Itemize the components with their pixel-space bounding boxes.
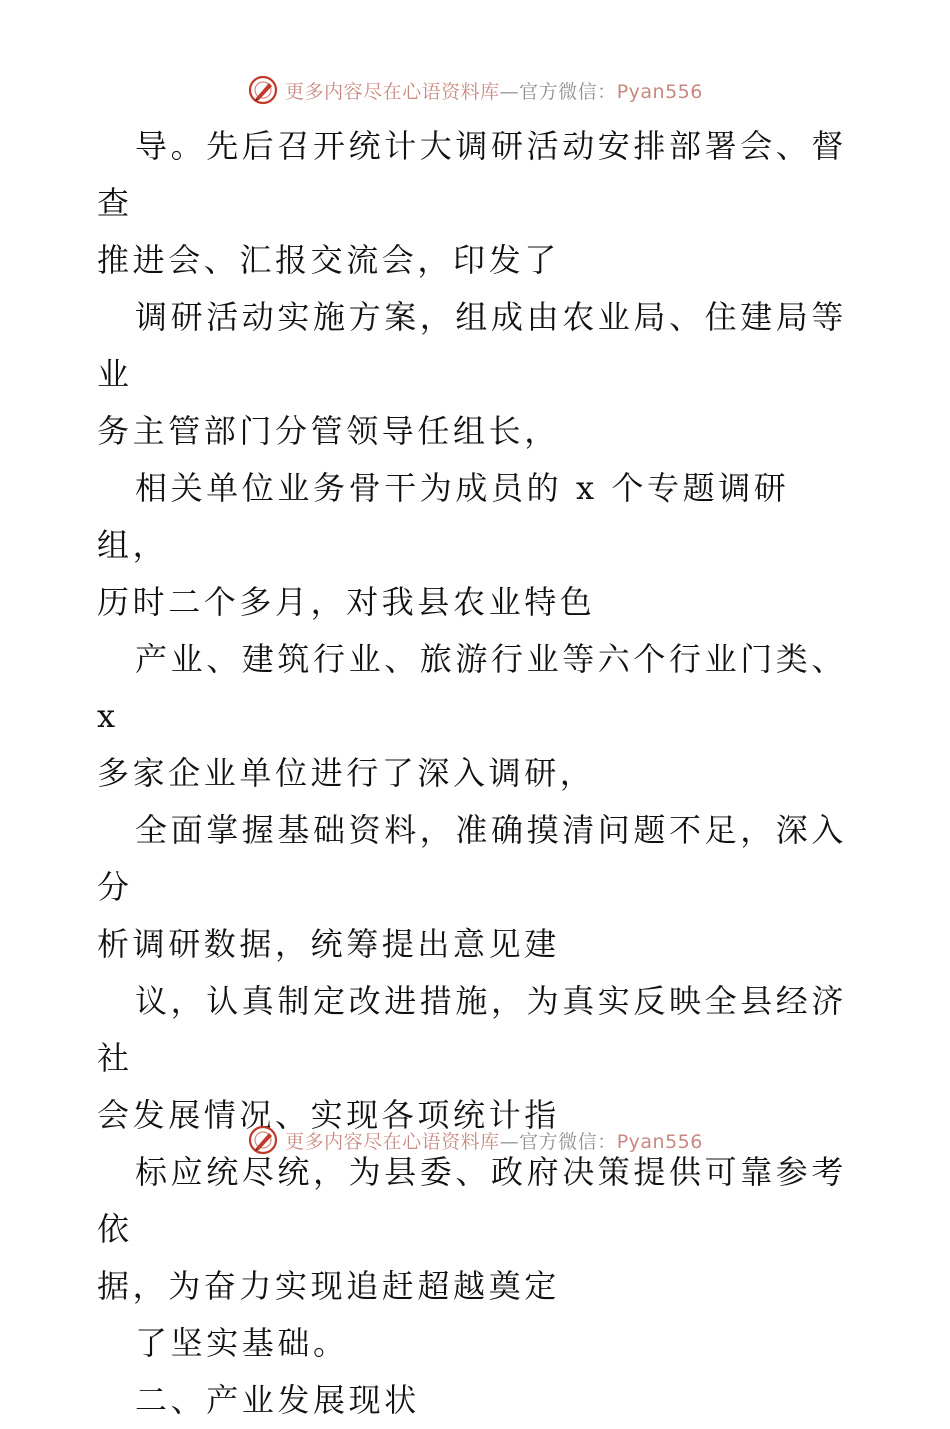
document-body [97, 118, 857, 1429]
paragraph-line: 产业、建筑行业、旅游行业等六个行业门类、x [97, 640, 848, 735]
paragraph-line: 议，认真制定改进措施，为真实反映全县经济社 [97, 982, 848, 1077]
watermark-text [285, 1127, 703, 1154]
paragraph-line: 据，为奋力实现追赶超越奠定 [97, 1267, 560, 1305]
pen-circle-logo-icon [247, 1124, 279, 1156]
paragraph [97, 460, 857, 631]
paragraph-line: 务主管部门分管领导任组长， [97, 412, 560, 450]
paragraph-line: 全面掌握基础资料，准确摸清问题不足，深入分 [97, 811, 848, 906]
paragraph-line: 导。先后召开统计大调研活动安排部署会、督查 [97, 127, 848, 222]
pen-circle-logo-icon [247, 74, 279, 106]
paragraph-line: 多家企业单位进行了深入调研， [97, 754, 596, 792]
paragraph-line: 推进会、汇报交流会，印发了 [97, 241, 560, 279]
watermark-handle: Pyan556 [616, 1130, 703, 1153]
watermark-label: 官方微信： [519, 1130, 617, 1153]
paragraph-line: 标应统尽统，为县委、政府决策提供可靠参考依 [97, 1153, 848, 1248]
header-watermark [0, 70, 950, 110]
watermark-label: 官方微信： [519, 80, 617, 103]
paragraph-line: 相关单位业务骨干为成员的 x 个专题调研组， [97, 469, 790, 564]
paragraph [97, 802, 857, 973]
paragraph-line: 析调研数据，统筹提出意见建 [97, 925, 560, 963]
paragraph [97, 973, 857, 1144]
watermark-text [285, 77, 703, 104]
watermark-site: 更多内容尽在心语资料库 [285, 1130, 500, 1153]
paragraph-line: 调研活动实施方案，组成由农业局、住建局等业 [97, 298, 848, 393]
paragraph-line: 历时二个多月，对我县农业特色 [97, 583, 596, 621]
footer-watermark [0, 1120, 950, 1160]
paragraph [97, 289, 857, 460]
watermark-handle: Pyan556 [616, 80, 703, 103]
watermark-site: 更多内容尽在心语资料库 [285, 80, 500, 103]
paragraph [97, 118, 857, 289]
watermark-dash: — [499, 80, 520, 103]
section-heading: 二、产业发展现状 [135, 1381, 420, 1419]
paragraph-line: 会发展情况、实现各项统计指 [97, 1096, 560, 1134]
closing-line: 了坚实基础。 [135, 1324, 349, 1362]
watermark-dash: — [499, 1130, 520, 1153]
paragraph [97, 631, 857, 802]
